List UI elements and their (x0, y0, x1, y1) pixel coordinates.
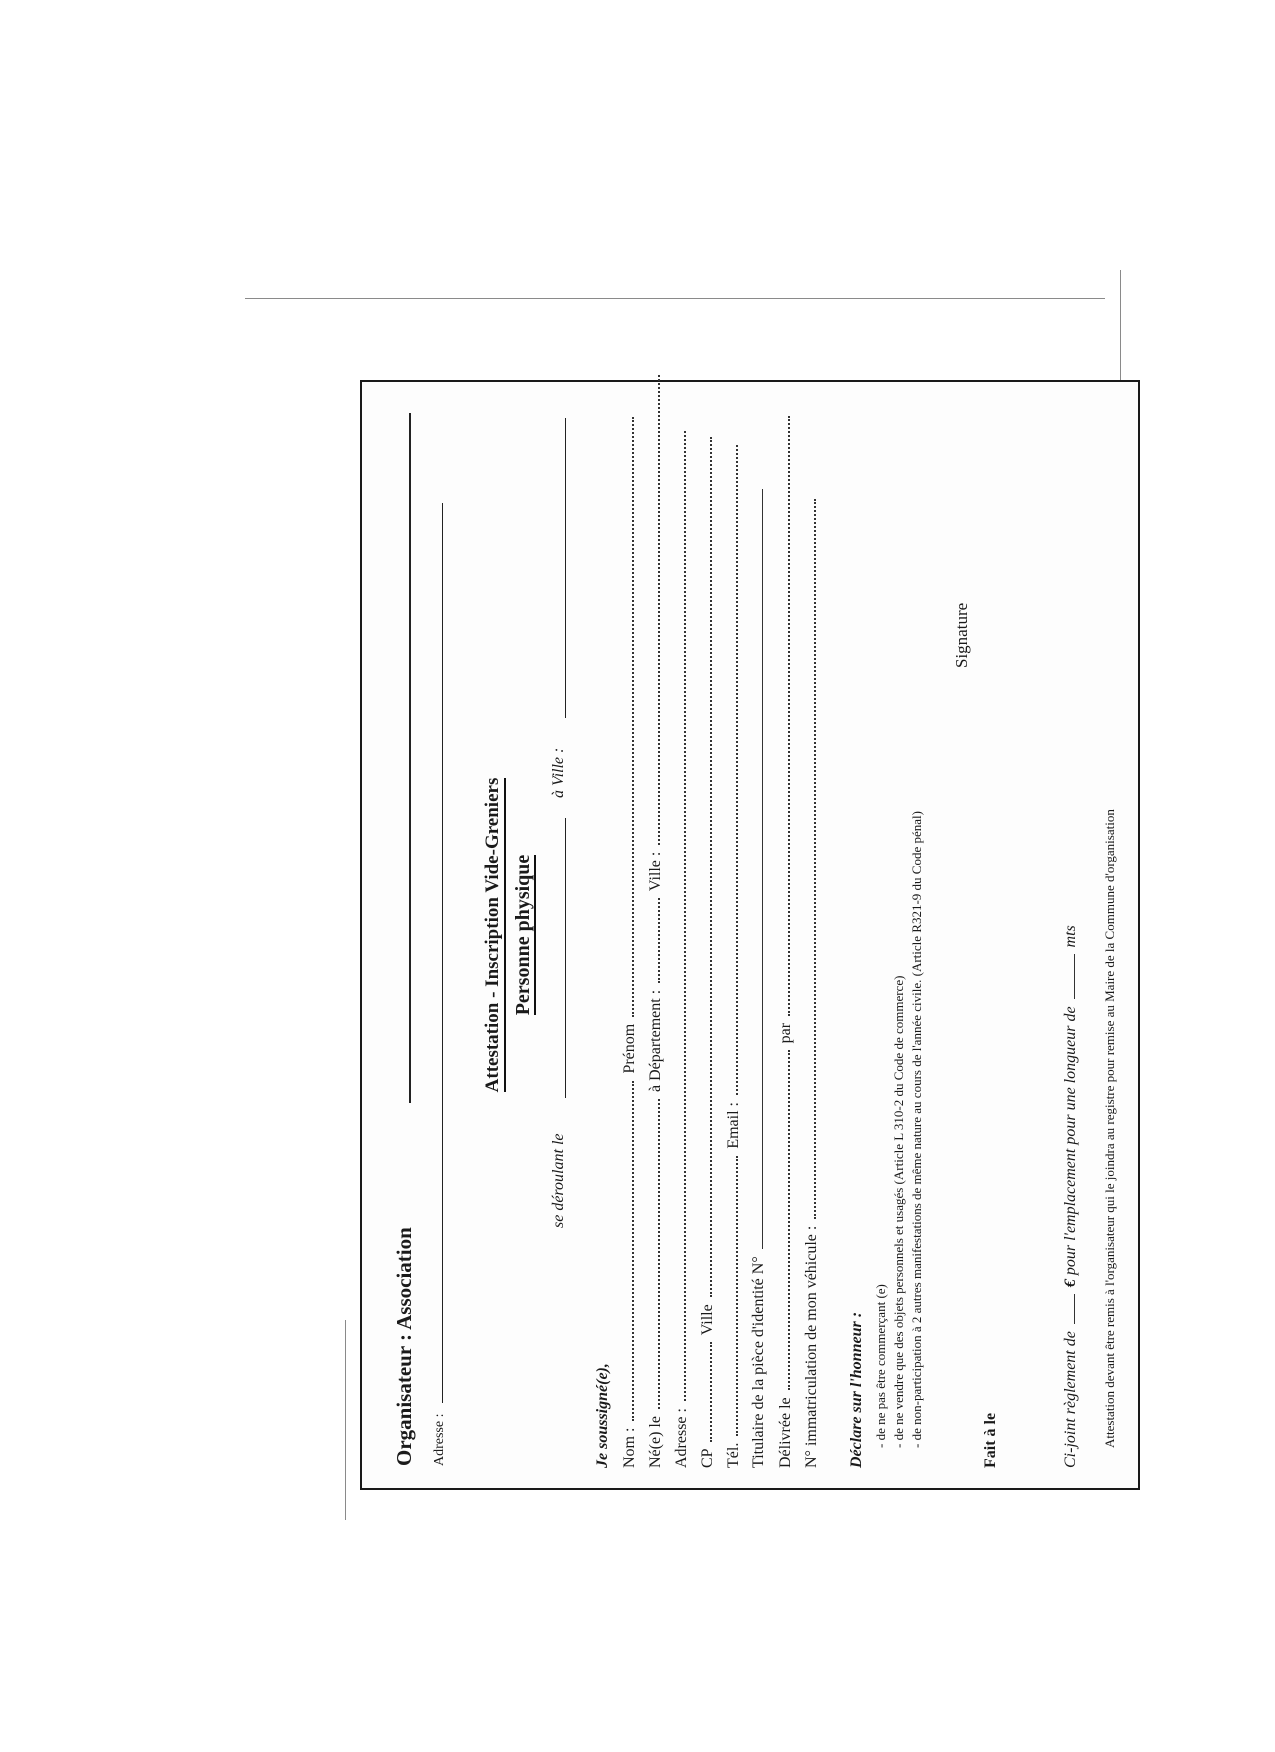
row-immat (802, 496, 821, 1468)
delivree-label: Délivrée le (777, 1397, 794, 1468)
id-label: Titulaire de la pièce d'identité N° (750, 1256, 767, 1468)
nom-label: Nom : (621, 1427, 638, 1468)
event-date-label: se déroulant le (550, 1133, 567, 1228)
par-label: par (777, 1022, 794, 1044)
row-birth (646, 372, 665, 1468)
email-label: Email : (725, 1102, 742, 1149)
address-fill-line[interactable] (442, 503, 443, 1403)
payment-amount-field[interactable] (1062, 1294, 1075, 1324)
row-adresse (672, 428, 691, 1468)
ville-field[interactable] (698, 437, 712, 1297)
fait-label: Fait à (982, 1428, 999, 1468)
form-subtitle (512, 382, 535, 1488)
declaration-heading: Déclare sur l'honneur : (848, 1311, 865, 1468)
row-payment (1062, 925, 1080, 1468)
declaration-item: - de ne pas être commerçant (e) (872, 811, 890, 1448)
birth-city-field[interactable] (646, 375, 660, 845)
prenom-label: Prénom (621, 1023, 638, 1074)
immat-field[interactable] (802, 499, 816, 1219)
organizer-fill-line[interactable] (409, 413, 411, 1103)
le-label: le (982, 1412, 999, 1425)
event-city-label: à Ville : (550, 747, 567, 798)
form-subtitle-text: Personne physique (512, 854, 534, 1016)
payment-middle: pour l'emplacement pour une longueur de (1062, 1006, 1079, 1276)
prenom-field[interactable] (620, 417, 634, 1017)
adresse-label: Adresse : (673, 1408, 690, 1468)
email-field[interactable] (724, 445, 738, 1095)
row-delivree (776, 413, 795, 1468)
cp-field[interactable] (698, 1342, 712, 1442)
ne-le-label: Né(e) le (647, 1416, 664, 1468)
row-tel (724, 442, 743, 1468)
payment-prefix: Ci-joint règlement de (1062, 1331, 1079, 1468)
tel-label: Tél. (725, 1442, 742, 1468)
birth-date-field[interactable] (646, 1099, 660, 1409)
row-nom (620, 414, 639, 1468)
adresse-field[interactable] (672, 431, 686, 1401)
ville2-label: Ville (699, 1304, 716, 1336)
departement-field[interactable] (646, 898, 660, 983)
cp-label: CP (699, 1449, 716, 1468)
row-id (750, 486, 768, 1468)
footer-note: Attestation devant être remis à l'organisateur qui le joindra au registre pour remise au Maire de la Commune d'organisation (1102, 809, 1117, 1448)
event-city-fill-line[interactable] (565, 418, 566, 718)
id-number-field[interactable] (750, 489, 763, 1249)
scan-edge-top (245, 298, 1105, 299)
tel-field[interactable] (724, 1156, 738, 1436)
declaration-item: - de ne vendre que des objets personnels et usagés (Article L 310-2 du Code de commerce) (890, 811, 908, 1448)
row-fait (982, 1413, 1000, 1468)
form-title-text: Attestation - Inscription Vide-Greniers (482, 778, 506, 1093)
delivree-par-field[interactable] (776, 416, 790, 1016)
delivree-date-field[interactable] (776, 1050, 790, 1390)
row-cp (698, 434, 717, 1468)
signature-label: Signature (952, 602, 971, 668)
attestation-form (360, 380, 1140, 1490)
nom-field[interactable] (620, 1081, 634, 1421)
declaration-item: - de non-participation à 2 autres manifestations de même nature au cours de l'année civile. (Article R321-9 du Code pénal) (908, 811, 926, 1448)
immat-label: N° immatriculation de mon véhicule : (803, 1225, 820, 1468)
organizer-label: Organisateur : Association (392, 1227, 416, 1466)
payment-currency: € (1062, 1279, 1079, 1288)
scan-edge-left (345, 1320, 346, 1520)
address-label: Adresse : (432, 1413, 447, 1466)
payment-unit: mts (1062, 925, 1079, 948)
event-date-fill-line[interactable] (565, 818, 566, 1098)
undersigned-label: Je soussigné(e), (594, 1363, 611, 1468)
ville1-label: Ville : (647, 851, 664, 892)
declaration-list (872, 811, 926, 1448)
payment-length-field[interactable] (1062, 954, 1075, 999)
rotated-form-container (360, 380, 1140, 1490)
form-title (482, 382, 504, 1488)
departement-label: à Département : (647, 989, 664, 1093)
